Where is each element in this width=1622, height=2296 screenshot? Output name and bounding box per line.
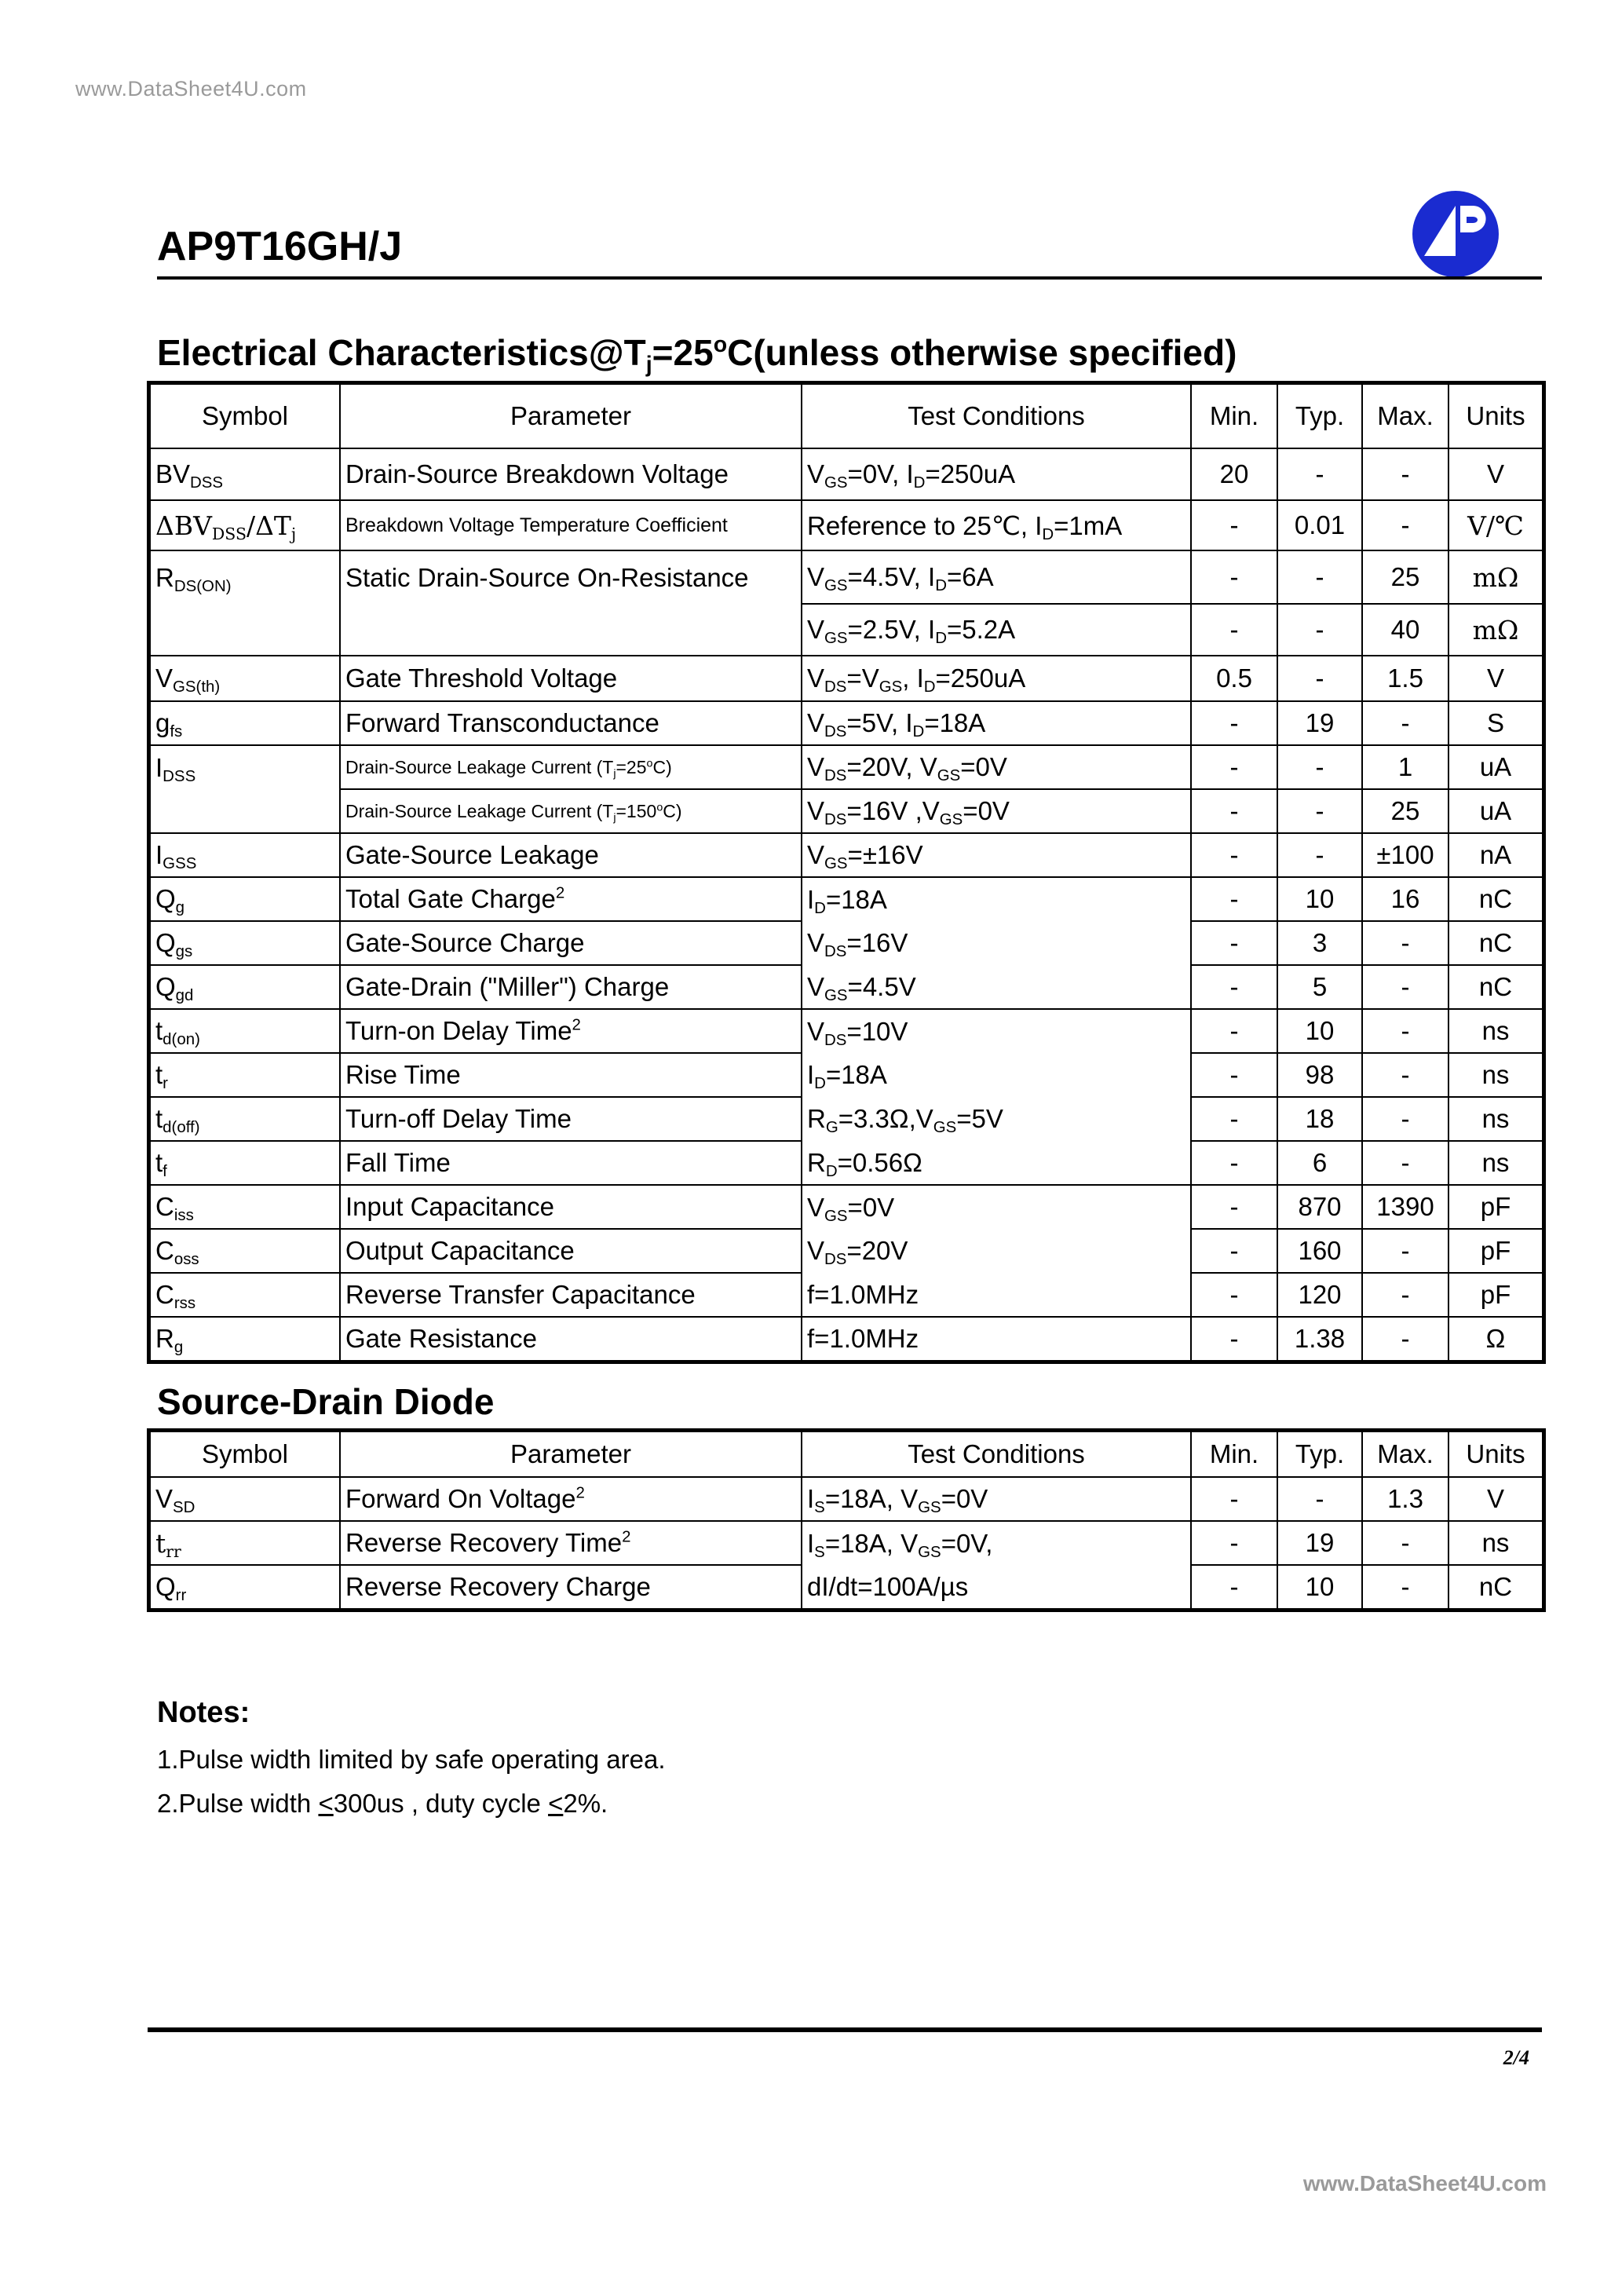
- table-row: [150, 1273, 1543, 1317]
- max-cell: -: [1362, 1009, 1448, 1053]
- condition-cell: $V_{GS}=2.5V$, $I_D=5.2A$: [802, 604, 1191, 656]
- min-cell: -: [1191, 550, 1277, 604]
- min-cell: -: [1191, 1477, 1277, 1521]
- typ-cell: -: [1277, 1477, 1362, 1521]
- max-cell: 1.5: [1362, 656, 1448, 701]
- max-cell: -: [1362, 701, 1448, 745]
- table-row: [150, 500, 1543, 550]
- condition-cell: Reference to 25℃, $I_D=1mA$: [802, 500, 1191, 550]
- watermark-bottom: www.DataSheet4U.com: [1302, 2171, 1547, 2195]
- unit-cell: mΩ: [1448, 550, 1543, 604]
- column-header: Typ.: [1277, 1431, 1362, 1477]
- min-cell: -: [1191, 833, 1277, 877]
- typ-cell: 0.01: [1277, 500, 1362, 550]
- unit-cell: ns: [1448, 1521, 1543, 1565]
- max-cell: -: [1362, 1273, 1448, 1317]
- max-cell: 16: [1362, 877, 1448, 921]
- unit-cell: V: [1448, 1477, 1543, 1521]
- typ-cell: 1.38: [1277, 1317, 1362, 1361]
- condition-cell: f=1.0MHz: [802, 1273, 1191, 1317]
- unit-cell: nC: [1448, 965, 1543, 1009]
- max-cell: -: [1362, 1053, 1448, 1097]
- symbol-cell: [150, 789, 340, 833]
- condition-cell: $I_D=18A$: [802, 877, 1191, 921]
- table-row: [150, 1141, 1543, 1185]
- unit-cell: pF: [1448, 1273, 1543, 1317]
- symbol-cell: $t_r$: [150, 1053, 340, 1097]
- parameter-cell: Gate Resistance: [340, 1317, 802, 1361]
- note-2: 2.Pulse width <300us , duty cycle <2%.: [157, 1789, 608, 1818]
- typ-cell: 160: [1277, 1229, 1362, 1273]
- unit-cell: ns: [1448, 1141, 1543, 1185]
- column-header: Parameter: [340, 384, 802, 448]
- symbol-cell: $C_{rss}$: [150, 1273, 340, 1317]
- typ-cell: 98: [1277, 1053, 1362, 1097]
- electrical-heading: Electrical $Characteristics@T_j=25^oC(unless$ otherwise specified): [157, 331, 1237, 378]
- table-row: [150, 877, 1543, 921]
- condition-cell: $I_S=18A$, $V_{GS}=0V$,: [802, 1521, 1191, 1565]
- parameter-cell: Rise Time: [340, 1053, 802, 1097]
- condition-cell: $V_{DS}=V_{GS}$, $I_D=250uA$: [802, 656, 1191, 701]
- max-cell: -: [1362, 921, 1448, 965]
- ap-logo-icon: [1410, 188, 1501, 280]
- table-row: [150, 1009, 1543, 1053]
- typ-cell: -: [1277, 789, 1362, 833]
- max-cell: -: [1362, 1317, 1448, 1361]
- table-row: [150, 1521, 1543, 1565]
- min-cell: -: [1191, 745, 1277, 789]
- typ-cell: 3: [1277, 921, 1362, 965]
- condition-cell: $I_S=18A$, $V_{GS}=0V$: [802, 1477, 1191, 1521]
- symbol-cell: $R_{DS(ON)}$: [150, 550, 340, 604]
- parameter-cell: Reverse Transfer Capacitance: [340, 1273, 802, 1317]
- table-row: [150, 965, 1543, 1009]
- column-header: Test Conditions: [802, 384, 1191, 448]
- min-cell: -: [1191, 1185, 1277, 1229]
- parameter-cell: Breakdown Voltage Temperature Coefficient: [340, 500, 802, 550]
- column-header: Min.: [1191, 1431, 1277, 1477]
- condition-cell: $I_D=18A$: [802, 1053, 1191, 1097]
- max-cell: ±100: [1362, 833, 1448, 877]
- symbol-cell: $g_{fs}$: [150, 701, 340, 745]
- condition-cell: $V_{DS}=20V$, $V_{GS}=0V$: [802, 745, 1191, 789]
- condition-cell: $V_{GS}=\pm 16V$: [802, 833, 1191, 877]
- symbol-cell: $Q_{rr}$: [150, 1565, 340, 1609]
- min-cell: -: [1191, 500, 1277, 550]
- max-cell: 25: [1362, 550, 1448, 604]
- symbol-cell: $t_f$: [150, 1141, 340, 1185]
- column-header: Parameter: [340, 1431, 802, 1477]
- column-header: Max.: [1362, 384, 1448, 448]
- page-title: AP9T16GH/J: [157, 224, 403, 269]
- notes-heading: Notes:: [157, 1696, 250, 1729]
- table-row: [150, 833, 1543, 877]
- table-row: [150, 921, 1543, 965]
- max-cell: -: [1362, 1141, 1448, 1185]
- typ-cell: 19: [1277, 1521, 1362, 1565]
- condition-cell: $R_G=3.3\Omega,V_{GS}=5V$: [802, 1097, 1191, 1141]
- unit-cell: ns: [1448, 1053, 1543, 1097]
- parameter-cell: Drain-Source Leakage Current $(T_j=25^oC)$: [340, 745, 802, 789]
- condition-cell: $V_{DS}=20V$: [802, 1229, 1191, 1273]
- max-cell: 1: [1362, 745, 1448, 789]
- symbol-cell: [150, 604, 340, 656]
- parameter-cell: Fall Time: [340, 1141, 802, 1185]
- symbol-cell: $BV_{DSS}$: [150, 448, 340, 500]
- symbol-cell: $V_{SD}$: [150, 1477, 340, 1521]
- unit-cell: uA: [1448, 745, 1543, 789]
- condition-cell: $V_{DS}=10V$: [802, 1009, 1191, 1053]
- condition-cell: $V_{DS}=16V$: [802, 921, 1191, 965]
- condition-cell: $V_{GS}=4.5V$, $I_D=6A$: [802, 550, 1191, 604]
- table-row: [150, 701, 1543, 745]
- min-cell: -: [1191, 701, 1277, 745]
- diode-heading: Source-Drain Diode: [157, 1381, 495, 1422]
- parameter-cell: Output Capacitance: [340, 1229, 802, 1273]
- column-header: Min.: [1191, 384, 1277, 448]
- parameter-cell: Reverse Recovery Time$^2$: [340, 1521, 802, 1565]
- condition-cell: $V_{GS}=0V$, $I_D=250uA$: [802, 448, 1191, 500]
- typ-cell: -: [1277, 833, 1362, 877]
- symbol-cell: $C_{iss}$: [150, 1185, 340, 1229]
- typ-cell: 120: [1277, 1273, 1362, 1317]
- typ-cell: 870: [1277, 1185, 1362, 1229]
- typ-cell: 10: [1277, 1565, 1362, 1609]
- parameter-cell: Static Drain-Source On-Resistance: [340, 550, 802, 604]
- table-row: [150, 745, 1543, 789]
- table-row: [150, 1565, 1543, 1609]
- min-cell: -: [1191, 1097, 1277, 1141]
- min-cell: 20: [1191, 448, 1277, 500]
- max-cell: -: [1362, 1521, 1448, 1565]
- typ-cell: -: [1277, 745, 1362, 789]
- page-number: 2/4: [1503, 2046, 1529, 2069]
- symbol-cell: $C_{oss}$: [150, 1229, 340, 1273]
- symbol-cell: $I_{DSS}$: [150, 745, 340, 789]
- condition-cell: $V_{GS}=0V$: [802, 1185, 1191, 1229]
- condition-cell: $R_D=0.56\Omega$: [802, 1141, 1191, 1185]
- unit-cell: V: [1448, 656, 1543, 701]
- typ-cell: 19: [1277, 701, 1362, 745]
- parameter-cell: Reverse Recovery Charge: [340, 1565, 802, 1609]
- symbol-cell: $I_{GSS}$: [150, 833, 340, 877]
- parameter-cell: Gate-Source Leakage: [340, 833, 802, 877]
- parameter-cell: Gate-Source Charge: [340, 921, 802, 965]
- min-cell: -: [1191, 877, 1277, 921]
- typ-cell: -: [1277, 656, 1362, 701]
- table-row: [150, 1229, 1543, 1273]
- table-row: [150, 1053, 1543, 1097]
- min-cell: -: [1191, 1141, 1277, 1185]
- symbol-cell: $Q_{gd}$: [150, 965, 340, 1009]
- unit-cell: Ω: [1448, 1317, 1543, 1361]
- condition-cell: $V_{GS}=4.5V$: [802, 965, 1191, 1009]
- table-row: [150, 550, 1543, 604]
- column-header: Max.: [1362, 1431, 1448, 1477]
- min-cell: -: [1191, 1521, 1277, 1565]
- electrical-table: [149, 383, 1543, 1362]
- table-row: [150, 789, 1543, 833]
- column-header: Symbol: [150, 1431, 340, 1477]
- min-cell: -: [1191, 1317, 1277, 1361]
- parameter-cell: Forward Transconductance: [340, 701, 802, 745]
- diode-table: [149, 1431, 1543, 1610]
- max-cell: 25: [1362, 789, 1448, 833]
- watermark-top: www.DataSheet4U.com: [75, 77, 307, 101]
- unit-cell: nA: [1448, 833, 1543, 877]
- max-cell: -: [1362, 500, 1448, 550]
- parameter-cell: Input Capacitance: [340, 1185, 802, 1229]
- typ-cell: -: [1277, 604, 1362, 656]
- column-header: Units: [1448, 384, 1543, 448]
- max-cell: -: [1362, 1565, 1448, 1609]
- unit-cell: mΩ: [1448, 604, 1543, 656]
- condition-cell: dI/dt=100A/µs: [802, 1565, 1191, 1609]
- max-cell: -: [1362, 448, 1448, 500]
- min-cell: 0.5: [1191, 656, 1277, 701]
- symbol-cell: $t_{d(on)}$: [150, 1009, 340, 1053]
- min-cell: -: [1191, 1229, 1277, 1273]
- typ-cell: -: [1277, 448, 1362, 500]
- unit-cell: nC: [1448, 877, 1543, 921]
- table-row: [150, 656, 1543, 701]
- unit-cell: ns: [1448, 1009, 1543, 1053]
- table-row: [150, 1097, 1543, 1141]
- condition-cell: $V_{DS}=16V$ $,V_{GS}=0V$: [802, 789, 1191, 833]
- unit-cell: nC: [1448, 1565, 1543, 1609]
- parameter-cell: Gate Threshold Voltage: [340, 656, 802, 701]
- parameter-cell: Drain-Source Breakdown Voltage: [340, 448, 802, 500]
- max-cell: -: [1362, 965, 1448, 1009]
- max-cell: -: [1362, 1097, 1448, 1141]
- table-row: [150, 1477, 1543, 1521]
- unit-cell: V/℃: [1448, 500, 1543, 550]
- typ-cell: 10: [1277, 1009, 1362, 1053]
- max-cell: 40: [1362, 604, 1448, 656]
- header-rule: [157, 276, 1542, 280]
- column-header: Typ.: [1277, 384, 1362, 448]
- parameter-cell: Turn-on Delay Time$^2$: [340, 1009, 802, 1053]
- unit-cell: S: [1448, 701, 1543, 745]
- table-row: [150, 1185, 1543, 1229]
- typ-cell: 10: [1277, 877, 1362, 921]
- condition-cell: $V_{DS}=5V$, $I_D=18A$: [802, 701, 1191, 745]
- min-cell: -: [1191, 1273, 1277, 1317]
- min-cell: -: [1191, 789, 1277, 833]
- note-1: 1.Pulse width limited by safe operating area.: [157, 1745, 666, 1774]
- column-header: Units: [1448, 1431, 1543, 1477]
- symbol-cell: $Q_g$: [150, 877, 340, 921]
- typ-cell: 6: [1277, 1141, 1362, 1185]
- typ-cell: -: [1277, 550, 1362, 604]
- min-cell: -: [1191, 1053, 1277, 1097]
- symbol-cell: $\Delta BV_{DSS}/\Delta T_j$: [150, 500, 340, 550]
- symbol-cell: $V_{GS(th)}$: [150, 656, 340, 701]
- parameter-cell: [340, 604, 802, 656]
- footer-rule: [148, 2027, 1542, 2032]
- max-cell: -: [1362, 1229, 1448, 1273]
- typ-cell: 18: [1277, 1097, 1362, 1141]
- column-header: Symbol: [150, 384, 340, 448]
- min-cell: -: [1191, 604, 1277, 656]
- symbol-cell: $t_{rr}$: [150, 1521, 340, 1565]
- parameter-cell: Gate-Drain ("Miller") Charge: [340, 965, 802, 1009]
- unit-cell: uA: [1448, 789, 1543, 833]
- column-header: Test Conditions: [802, 1431, 1191, 1477]
- min-cell: -: [1191, 965, 1277, 1009]
- typ-cell: 5: [1277, 965, 1362, 1009]
- min-cell: -: [1191, 1565, 1277, 1609]
- symbol-cell: $R_g$: [150, 1317, 340, 1361]
- unit-cell: pF: [1448, 1185, 1543, 1229]
- parameter-cell: Total Gate Charge$^2$: [340, 877, 802, 921]
- symbol-cell: $t_{d(off)}$: [150, 1097, 340, 1141]
- unit-cell: nC: [1448, 921, 1543, 965]
- table-row: [150, 1317, 1543, 1361]
- min-cell: -: [1191, 1009, 1277, 1053]
- unit-cell: V: [1448, 448, 1543, 500]
- parameter-cell: Forward On Voltage$^2$: [340, 1477, 802, 1521]
- max-cell: 1390: [1362, 1185, 1448, 1229]
- parameter-cell: Turn-off Delay Time: [340, 1097, 802, 1141]
- max-cell: 1.3: [1362, 1477, 1448, 1521]
- table-row: [150, 604, 1543, 656]
- unit-cell: ns: [1448, 1097, 1543, 1141]
- unit-cell: pF: [1448, 1229, 1543, 1273]
- min-cell: -: [1191, 921, 1277, 965]
- condition-cell: f=1.0MHz: [802, 1317, 1191, 1361]
- parameter-cell: Drain-Source Leakage Current $(T_j=150^oC)$: [340, 789, 802, 833]
- table-row: [150, 448, 1543, 500]
- symbol-cell: $Q_{gs}$: [150, 921, 340, 965]
